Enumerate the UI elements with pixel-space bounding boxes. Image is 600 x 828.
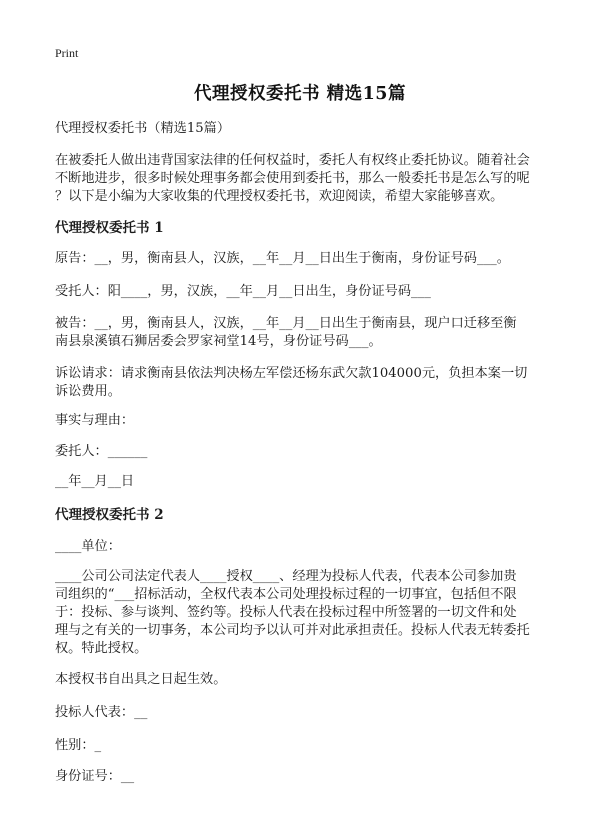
section-heading-2: 代理授权委托书 2 xyxy=(55,507,164,523)
intro-line: ？以下是小编为大家收集的代理授权委托书，欢迎阅读，希望大家能够喜欢。 xyxy=(55,189,504,204)
defendant-info-line: 被告：__，男，衡南县人，汉族，__年__月__日出生于衡南县，现户口迁移至衡 xyxy=(55,316,517,331)
authorization-body-line: 司组织的“___招标活动，全权代表本公司处理投标过程的一切事宜，包括但不限 xyxy=(55,587,517,602)
authorization-body-line: 于：投标、参与谈判、签约等。投标人代表在投标过程中所签署的一切文件和处 xyxy=(55,605,517,620)
facts-label: 事实与理由： xyxy=(55,413,135,428)
print-label[interactable]: Print xyxy=(55,46,79,60)
agent-info: 受托人：阳____，男，汉族，__年__月__日出生，身份证号码___ xyxy=(55,284,431,299)
claim-line: 诉讼费用。 xyxy=(55,384,121,399)
signature-date: __年__月__日 xyxy=(55,474,135,489)
intro-line: 不断地进步，很多时候处理事务都会使用到委托书，那么一般委托书是怎么写的呢 xyxy=(55,171,530,186)
authorization-body-line: ____公司公司法定代表人____授权____、经理为投标人代表，代表本公司参加贵 xyxy=(55,569,517,584)
page-title: 代理授权委托书 精选15篇 xyxy=(194,84,406,104)
unit-label: ____单位： xyxy=(55,539,121,554)
intro-line: 在被委托人做出违背国家法律的任何权益时，委托人有权终止委托协议。随着社会 xyxy=(55,153,530,168)
authorization-body-line: 理与之有关的一切事务，本公司均予以认可并对此承担责任。投标人代表无转委托 xyxy=(55,623,530,638)
defendant-info-line: 南县泉溪镇石狮居委会罗家祠堂14号，身份证号码___。 xyxy=(55,334,382,349)
gender-field: 性别：_ xyxy=(55,738,102,753)
bidder-representative: 投标人代表：__ xyxy=(55,705,148,720)
id-number-field: 身份证号：__ xyxy=(55,769,135,784)
effective-statement: 本授权书自出具之日起生效。 xyxy=(55,672,227,687)
principal-signature: 委托人：______ xyxy=(55,444,148,459)
document-subtitle: 代理授权委托书（精选15篇） xyxy=(55,121,231,136)
claim-line: 诉讼请求：请求衡南县依法判决杨左军偿还杨东武欠款104000元，负担本案一切 xyxy=(55,366,528,381)
plaintiff-info: 原告：__，男，衡南县人，汉族，__年__月__日出生于衡南，身份证号码___。 xyxy=(55,251,510,266)
authorization-body-line: 权。特此授权。 xyxy=(55,641,148,656)
section-heading-1: 代理授权委托书 1 xyxy=(55,220,164,236)
